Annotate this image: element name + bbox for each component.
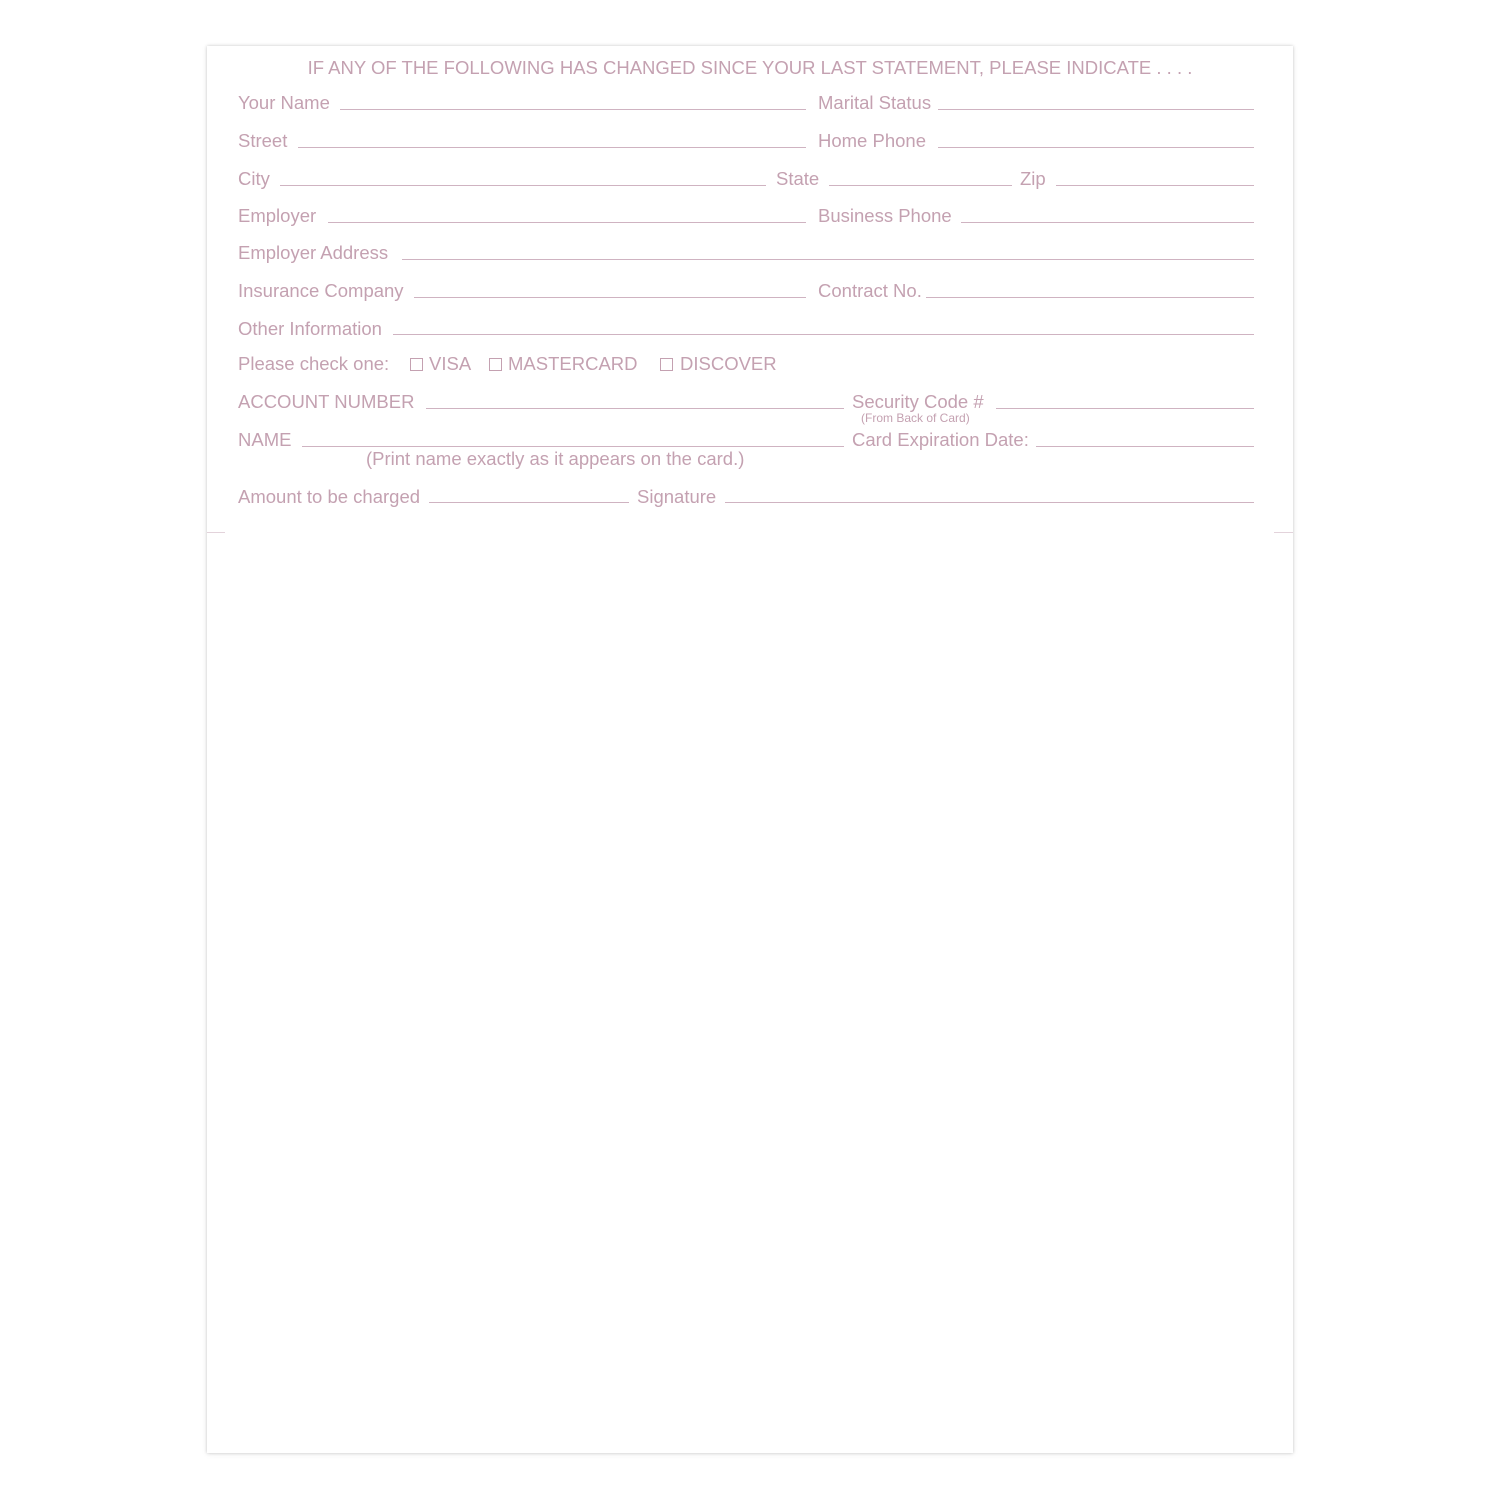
employer-field[interactable]	[328, 222, 806, 223]
employer-address-field[interactable]	[402, 259, 1254, 260]
insurance-company-label: Insurance Company	[238, 280, 404, 301]
contract-no-field[interactable]	[926, 297, 1254, 298]
contract-no-label: Contract No.	[818, 280, 922, 301]
marital-status-field[interactable]	[938, 109, 1254, 110]
perforation-mark-left	[207, 532, 225, 533]
state-field[interactable]	[829, 185, 1012, 186]
perforation-mark-right	[1274, 532, 1293, 533]
security-code-note: (From Back of Card)	[861, 411, 970, 425]
city-label: City	[238, 168, 270, 189]
visa-label: VISA	[429, 353, 472, 374]
business-phone-label: Business Phone	[818, 205, 952, 226]
your-name-label: Your Name	[238, 92, 330, 113]
please-check-one-label: Please check one:	[238, 353, 390, 374]
employer-label: Employer	[238, 205, 317, 226]
mastercard-label: MASTERCARD	[508, 353, 638, 374]
card-name-field[interactable]	[302, 446, 844, 447]
marital-status-label: Marital Status	[818, 92, 932, 113]
other-information-field[interactable]	[393, 334, 1254, 335]
card-expiration-field[interactable]	[1036, 446, 1254, 447]
discover-label: DISCOVER	[680, 353, 777, 374]
signature-label: Signature	[637, 486, 717, 507]
account-number-label: ACCOUNT NUMBER	[238, 391, 415, 412]
street-label: Street	[238, 130, 288, 151]
amount-field[interactable]	[429, 502, 629, 503]
home-phone-label: Home Phone	[818, 130, 926, 151]
print-name-note: (Print name exactly as it appears on the card.)	[366, 448, 745, 469]
signature-field[interactable]	[725, 502, 1254, 503]
discover-checkbox[interactable]	[660, 358, 673, 371]
card-expiration-label: Card Expiration Date:	[852, 429, 1029, 450]
zip-label: Zip	[1020, 168, 1046, 189]
security-code-label: Security Code #	[852, 391, 984, 412]
form-header: IF ANY OF THE FOLLOWING HAS CHANGED SINCE YOUR LAST STATEMENT, PLEASE INDICATE . . . .	[307, 57, 1193, 78]
city-field[interactable]	[280, 185, 766, 186]
other-information-label: Other Information	[238, 318, 382, 339]
street-field[interactable]	[298, 147, 806, 148]
amount-label: Amount to be charged	[238, 486, 421, 507]
account-number-field[interactable]	[426, 408, 844, 409]
name-label: NAME	[238, 429, 292, 450]
state-label: State	[776, 168, 820, 189]
insurance-company-field[interactable]	[414, 297, 806, 298]
employer-address-label: Employer Address	[238, 242, 389, 263]
security-code-field[interactable]	[996, 408, 1254, 409]
mastercard-checkbox[interactable]	[489, 358, 502, 371]
business-phone-field[interactable]	[961, 222, 1254, 223]
zip-field[interactable]	[1056, 185, 1254, 186]
form-page	[207, 46, 1293, 1453]
your-name-field[interactable]	[340, 109, 806, 110]
visa-checkbox[interactable]	[410, 358, 423, 371]
home-phone-field[interactable]	[938, 147, 1254, 148]
